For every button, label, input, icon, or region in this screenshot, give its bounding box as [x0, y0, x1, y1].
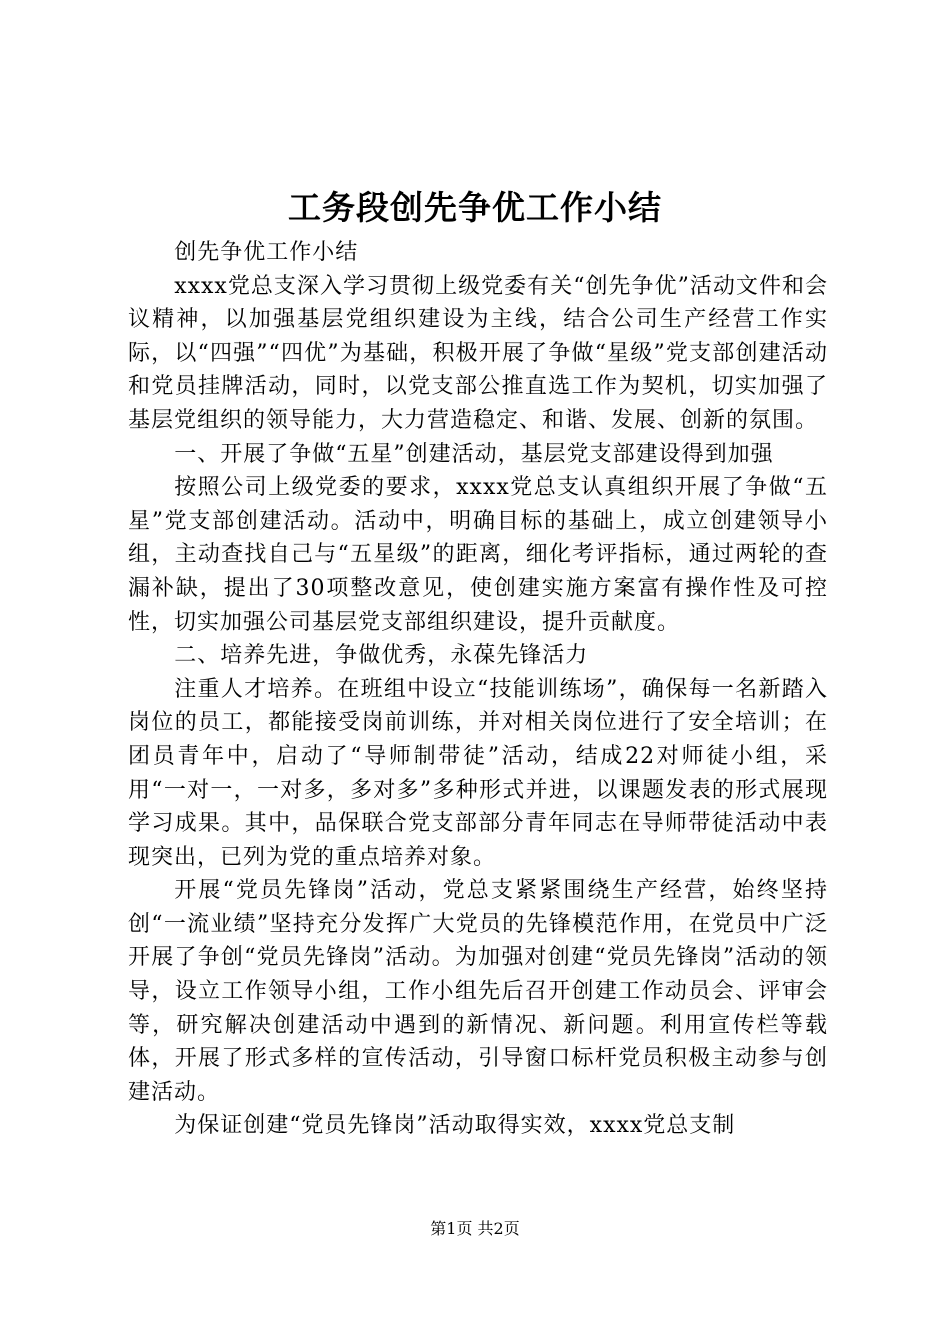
paragraph-pioneer-post: 开展“党员先锋岗”活动，党总支紧紧围绕生产经营，始终坚持创“一流业绩”坚持充分发挥广大党员的先锋模范作用，在党员中广泛开展了争创“党员先锋岗”活动。为加强对创建“党员先锋岗”活动的领导，设立工作领导小组，工作小组先后召开创建工作动员会、评审会等，研究解决创建活动中遇到的新情况、新问题。利用宣传栏等载体，开展了形式多样的宣传活动，引导窗口标杆党员积极主动参与创建活动。	[128, 878, 828, 1105]
paragraph-talent-training: 注重人才培养。在班组中设立“技能训练场”，确保每一名新踏入岗位的员工，都能接受岗前训练，并对相关岗位进行了安全培训；在团员青年中，启动了“导师制带徒”活动，结成22对师徒小组，采用“一对一，一对多，多对多”多种形式并进，以课题发表的形式展现学习成果。其中，品保联合党支部部分青年同志在导师带徒活动中表现突出，已列为党的重点培养对象。	[128, 676, 828, 870]
section-heading-2: 二、培养先进，争做优秀，永葆先锋活力	[174, 643, 589, 669]
page-footer: 第1页 共2页	[430, 1219, 520, 1238]
section-heading-1: 一、开展了争做“五星”创建活动，基层党支部建设得到加强	[174, 441, 774, 467]
document-body	[128, 236, 828, 1143]
paragraph-intro: xxxx党总支深入学习贯彻上级党委有关“创先争优”活动文件和会议精神，以加强基层党组织建设为主线，结合公司生产经营工作实际，以“四强”“四优”为基础，积极开展了争做“星级”党支部创建活动和党员挂牌活动，同时，以党支部公推直选工作为契机，切实加强了基层党组织的领导能力，大力营造稳定、和谐、发展、创新的氛围。	[128, 273, 828, 433]
paragraph-continued: 为保证创建“党员先锋岗”活动取得实效，xxxx党总支制	[174, 1113, 736, 1139]
document-title: 工务段创先争优工作小结	[288, 188, 662, 227]
paragraph-subtitle: 创先争优工作小结	[174, 240, 359, 265]
paragraph-section-1: 按照公司上级党委的要求，xxxx党总支认真组织开展了争做“五星”党支部创建活动。活动中，明确目标的基础上，成立创建领导小组，主动查找自己与“五星级”的距离，细化考评指标，通过两轮的查漏补缺，提出了30项整改意见，使创建实施方案富有操作性及可控性，切实加强公司基层党支部组织建设，提升贡献度。	[128, 475, 828, 635]
